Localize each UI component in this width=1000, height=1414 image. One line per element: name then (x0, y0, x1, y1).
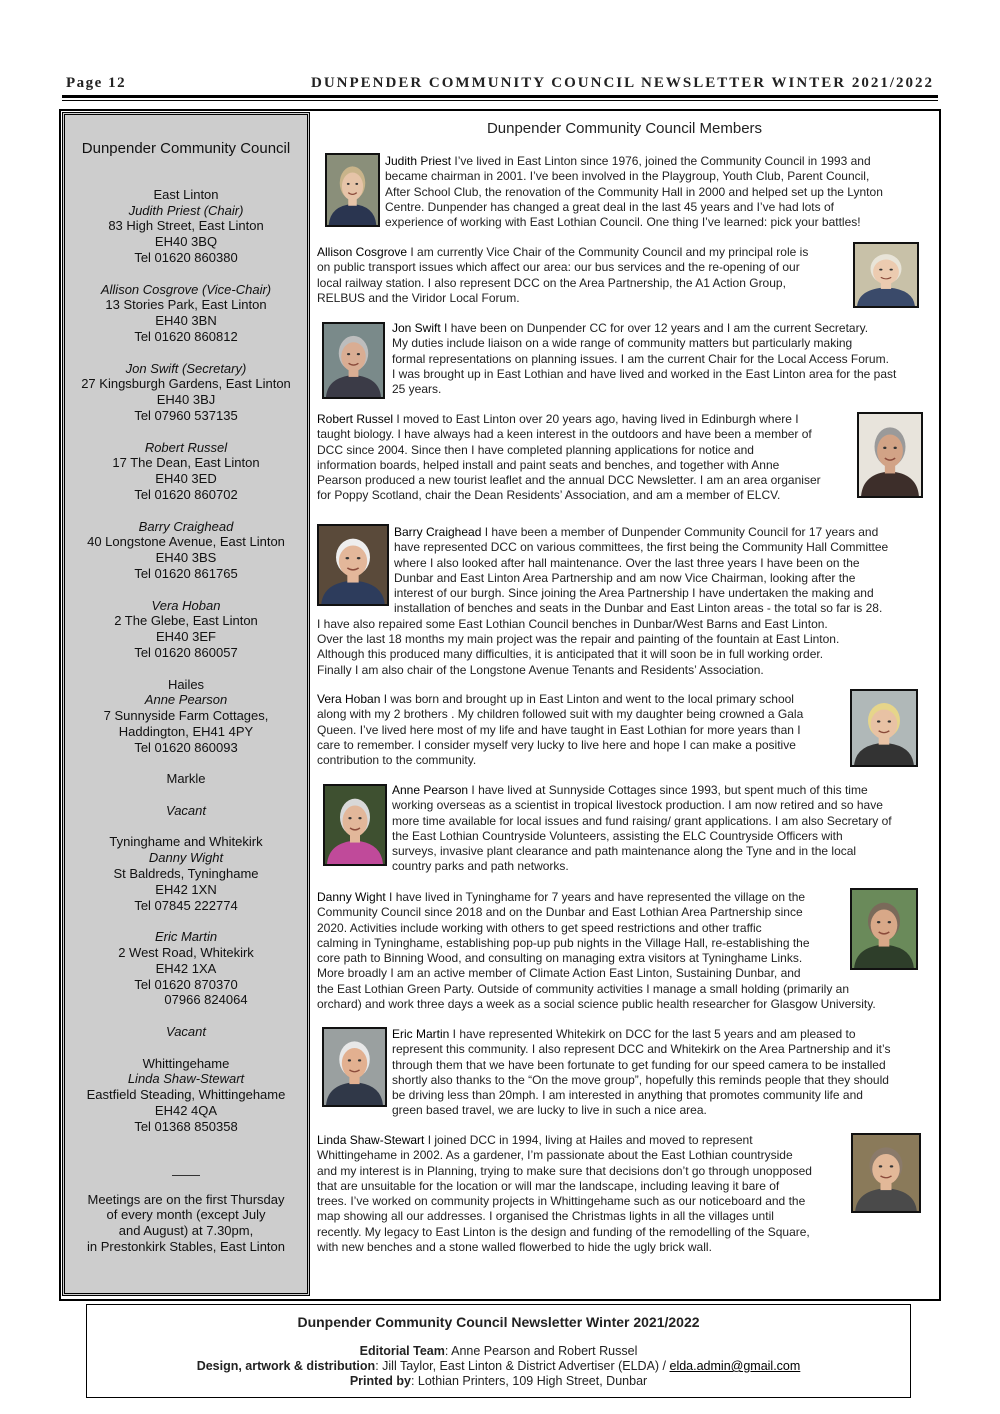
members-section (317, 112, 932, 137)
bio-line: for Poppy Scotland, chair the Dean Residents’ Association, and am a member of ELCV. (317, 488, 781, 503)
contact-address: St Baldreds, Tyninghame (113, 866, 259, 882)
header-rule (62, 95, 938, 98)
editorial-label: Editorial Team (359, 1344, 445, 1358)
bio-line: Whittingehame in 2002. As a gardener, I’m passionate about the East Lothian countryside (317, 1148, 793, 1163)
member-name: Anne Pearson (392, 783, 469, 797)
bio-line: became chairman in 2001. I’ve been involved in the Playgroup, Youth Club, Parent Council, (385, 169, 870, 184)
contact-address: 40 Longstone Avenue, East Linton (87, 534, 285, 550)
email-link[interactable]: elda.admin@gmail.com (669, 1359, 801, 1373)
contact-tel: Tel 07960 537135 (134, 407, 238, 423)
contact-name: Linda Shaw-Stewart (127, 1071, 245, 1087)
contact-name: Judith Priest (Chair) (128, 202, 244, 218)
member-name: Barry Craighead (394, 525, 482, 539)
contact-postcode: EH40 3ED (155, 471, 217, 487)
contact-postcode: EH42 4QA (154, 1103, 218, 1119)
credits-box (86, 1304, 911, 1398)
bio-line: 25 years. (392, 382, 442, 397)
sidebar-heading: Dunpender Community Council (81, 140, 291, 157)
member-photo (853, 242, 919, 308)
contact-tel: Tel 01620 860057 (134, 644, 238, 660)
contact-block (65, 282, 307, 345)
bio-line: where I also looked after hall maintenance. Over the last three years I have been on the (394, 555, 860, 570)
bio-line: Dunbar and East Linton Area Partnership and am now Vice Chairman, looking after the (394, 570, 856, 585)
bio-line: working overseas as a scientist in tropical livestock production. I am now retired and so have (392, 798, 883, 813)
contact-address: 83 High Street, East Linton (108, 218, 264, 234)
contact-address: Eastfield Steading, Whittingehame (86, 1087, 286, 1103)
bio-line: Finally I am also chair of the Longstone Avenue Tenants and Residents’ Association. (317, 662, 764, 677)
design-value: : Jill Taylor, East Linton & District Advertiser (ELDA) / (375, 1359, 670, 1373)
contact-block (65, 1024, 307, 1040)
member-bio (385, 154, 935, 230)
meetings-line: Meetings are on the first Thursday (87, 1191, 285, 1207)
contact-address: 2 The Glebe, East Linton (114, 613, 258, 629)
contact-postcode: EH40 3BJ (156, 392, 216, 408)
contact-tel-2: 07966 824064 (164, 992, 248, 1008)
bio-line: that are unsuitable for the location or will mar the landscape, including leaving it bare of (317, 1178, 780, 1193)
bio-line: interest of our burgh. Since joining the Area Partnership I have undertaken the making and (394, 586, 874, 601)
member-photo (322, 1027, 387, 1107)
contact-block (65, 929, 307, 1008)
bio-line: Allison Cosgrove I am currently Vice Chair of the Community Council and my principal role is (317, 245, 809, 259)
bio-line: Danny Wight I have lived in Tyninghame for 7 years and have represented the village on the (317, 890, 806, 904)
bio-line: My duties include liaison on a wide range of community matters but particularly making (392, 336, 853, 351)
area-label: East Linton (153, 186, 219, 202)
contacts-sidebar (62, 112, 310, 1296)
member-photo (323, 784, 387, 866)
member-bio (317, 412, 857, 504)
member-name: Eric Martin (392, 1027, 450, 1041)
bio-line: Vera Hoban I was born and brought up in East Linton and went to the local primary school (317, 692, 794, 706)
bio-line: be driving less than 20mph. I am interested in anything that promotes community life and (392, 1088, 863, 1103)
bio-line: the East Lothian Green Party. Outside of community activities I manage a small holding (primarily an (317, 981, 850, 996)
bio-line: through them that we have been fortunate to get funding for our speed camera to be installed (392, 1057, 886, 1072)
newsletter-title: DUNPENDER COMMUNITY COUNCIL NEWSLETTER WINTER 2021/2022 (311, 75, 934, 91)
bio-line: I was brought up in East Lothian and have lived and worked in the East Linton area for the past (392, 366, 897, 381)
bio-line: calming in Tyninghame, establishing pop-up pub nights in the Village Hall, re-establishing the (317, 935, 810, 950)
bio-line: surveys, invasive plant clearance and path maintenance along the Tyne and in the local (392, 844, 857, 859)
contact-postcode: EH42 1XN (155, 881, 217, 897)
bio-line: on public transport issues which affect our area: our bus services and the re-opening of our (317, 260, 800, 275)
bio-line: I have also repaired some East Lothian Council benches in Dunbar/West Barns and East Linton. (317, 616, 828, 631)
credits-title: Dunpender Community Council Newsletter Winter 2021/2022 (297, 1314, 700, 1330)
contact-tel: Tel 01620 870370 (134, 976, 238, 992)
bio-line: represent this community. I also represent DCC and Whitekirk on the Area Partnership and it’s (392, 1042, 891, 1057)
member-name: Linda Shaw-Stewart (317, 1133, 425, 1147)
contact-block (65, 834, 307, 913)
header-rule-thin (62, 100, 938, 101)
bio-line: information boards, helped install and paint seats and benches, and together with Anne (317, 457, 780, 472)
bio-line: Robert Russel I moved to East Linton over 20 years ago, having lived in Edinburgh where I (317, 412, 799, 426)
members-title: Dunpender Community Council Members (486, 120, 763, 137)
bio-line: Community Council since 2018 and on the Dunbar and East Lothian Area Partnership since (317, 905, 803, 920)
bio-line: and my interest is in Planning, trying to make sure that decisions don’t go through unopposed (317, 1163, 812, 1178)
bio-line: RELBUS and the Viridor Local Forum. (317, 290, 520, 305)
member-bio (317, 890, 937, 1012)
bio-line: experience of working with East Lothian Council. One thing I’ve learned: pick your battles! (385, 215, 861, 230)
member-photo (857, 412, 923, 498)
member-name: Jon Swift (392, 321, 441, 335)
bio-line: recently. My legacy to East Linton is the design and funding of the remodelling of the Square, (317, 1224, 810, 1239)
contact-name: Eric Martin (154, 929, 218, 945)
contact-name: Robert Russel (144, 439, 228, 455)
meetings-line: and August) at 7.30pm, (118, 1223, 254, 1239)
bio-line: formal representations on planning issues. I am the current Chair for the Local Access Forum. (392, 351, 889, 366)
bio-line: Pearson produced a new tourist leaflet and the annual DCC Newsletter. I am an area organiser (317, 473, 821, 488)
contact-postcode: EH42 1XA (155, 960, 217, 976)
bio-line: green based travel, we are lucky to live in such a nice area. (392, 1103, 707, 1118)
contact-name: Jon Swift (Secretary) (125, 360, 247, 376)
contact-tel: Tel 01620 861765 (134, 565, 238, 581)
design-label: Design, artwork & distribution (196, 1359, 376, 1373)
bio-line: have represented DCC on various committees, the first being the Community Hall Committee (394, 540, 889, 555)
bio-line: 2020. Activities include working with others to get speed restrictions and other traffic (317, 920, 762, 935)
member-bio (317, 692, 847, 768)
member-name: Vera Hoban (317, 692, 381, 706)
member-bio (392, 783, 937, 875)
member-bio (317, 245, 847, 306)
contact-block (65, 519, 307, 582)
contact-block (65, 1056, 307, 1135)
member-photo (322, 322, 385, 399)
area-label: Markle (166, 771, 206, 787)
printed-label: Printed by (349, 1374, 411, 1388)
contact-address: 2 West Road, Whitekirk (118, 945, 254, 961)
bio-line: installation of benches and seats in the Dunbar and East Linton areas - the total so far is 28. (394, 601, 883, 616)
contact-tel: Tel 01368 850358 (134, 1118, 238, 1134)
contact-name: Allison Cosgrove (Vice-Chair) (100, 281, 272, 297)
contact-block (65, 598, 307, 661)
member-photo (850, 689, 918, 767)
bio-line: Queen. I’ve lived here most of my life and have taught in East Lothian for more years than I (317, 722, 801, 737)
bio-line: more time available for local issues and fund raising/ grant applications. I am also Secretary of (392, 813, 892, 828)
contact-name: Danny Wight (148, 850, 224, 866)
printed-value: : Lothian Printers, 109 High Street, Dunbar (410, 1374, 648, 1388)
area-label: Tyninghame and Whitekirk (109, 834, 263, 850)
contact-address: 17 The Dean, East Linton (112, 455, 260, 471)
bio-line: map showing all our addresses. I organised the Christmas lights in all the villages until (317, 1209, 774, 1224)
editorial-line (87, 1344, 910, 1359)
meetings-note (65, 1192, 307, 1255)
bio-line: Eric Martin I have represented Whitekirk on DCC for the last 5 years and am pleased to (392, 1027, 856, 1041)
member-photo (325, 153, 380, 227)
bio-line: orchard) and work three days a week as a social science public health researcher for Glasgow University. (317, 997, 876, 1012)
bio-line: Although this produced many difficulties, it is anticipated that it will soon be in full working order. (317, 647, 824, 662)
member-name: Robert Russel (317, 412, 394, 426)
contact-postcode: EH40 3BS (155, 550, 217, 566)
bio-line: trees. I’ve worked on community projects in Whittingehame such as our noticeboard and the (317, 1194, 806, 1209)
contact-block (65, 440, 307, 503)
contact-address: 13 Stories Park, East Linton (105, 297, 267, 313)
contact-address: 27 Kingsburgh Gardens, East Linton (81, 376, 291, 392)
meetings-line: in Prestonkirk Stables, East Linton (87, 1239, 285, 1254)
bio-line: Over the last 18 months my main project was the repair and painting of the fountain at East Linton. (317, 632, 840, 647)
contact-postcode: EH40 3BN (155, 313, 217, 329)
bio-line: with new benches and a stone walled flowerbed to hide the ugly brick wall. (317, 1240, 712, 1255)
bio-line: core path to Binning Wood, and consulting on managing extra visitors at Tyninghame Links. (317, 951, 803, 966)
contact-address: 7 Sunnyside Farm Cottages, (103, 708, 269, 724)
member-name: Allison Cosgrove (317, 245, 408, 259)
bio-line: along with my 2 brothers . My children followed suit with my daughter being crowned a Gala (317, 707, 804, 722)
bio-line: the East Lothian Countryside Volunteers, assisting the ELC Countryside Officers with (392, 828, 843, 843)
member-bio (317, 525, 937, 678)
contact-tel: Tel 01620 860093 (134, 739, 238, 755)
bio-line: Anne Pearson I have lived at Sunnyside Cottages since 1993, but spent much of this time (392, 783, 868, 797)
bio-line: shortly also thanks to the “On the move group”, hopefully this reminds people that they should (392, 1072, 889, 1087)
member-name: Judith Priest (385, 154, 452, 168)
editorial-value: : Anne Pearson and Robert Russel (444, 1344, 638, 1358)
vacant-label: Vacant (166, 1024, 206, 1040)
contact-postcode: Haddington, EH41 4PY (118, 723, 254, 739)
contact-block (65, 677, 307, 756)
bio-line: Judith Priest I’ve lived in East Linton since 1976, joined the Community Council in 1993 and (385, 154, 871, 168)
area-label: Whittingehame (142, 1055, 230, 1071)
bio-line: After School Club, the renovation of the Community Hall in 2000 and helped set up the Lynton (385, 184, 883, 199)
bio-line: Barry Craighead I have been a member of Dunpender Community Council for 17 years and (394, 525, 879, 539)
contact-tel: Tel 01620 860380 (134, 249, 238, 265)
contact-postcode: EH40 3BQ (154, 234, 218, 250)
contact-tel: Tel 07845 222774 (134, 897, 238, 913)
bio-line: taught biology. I have always had a keen interest in the outdoors and have been a member of (317, 427, 812, 442)
member-bio (317, 1133, 847, 1255)
member-bio (392, 1027, 937, 1119)
contact-tel: Tel 01620 860812 (134, 328, 238, 344)
meetings-line: of every month (except July (106, 1207, 266, 1223)
bio-line: contribution to the community. (317, 753, 477, 768)
bio-line: local railway station. I also represent DCC on the Area Partnership, the A1 Action Group, (317, 275, 786, 290)
sidebar-divider (172, 1175, 200, 1176)
bio-line: country parks and path networks. (392, 859, 569, 874)
vacant-label: Vacant (166, 802, 206, 818)
contact-name: Barry Craighead (138, 518, 234, 534)
printed-line (87, 1374, 910, 1389)
bio-line: More broadly I am an active member of Climate Action East Linton, Sustaining Dunbar, and (317, 966, 801, 981)
bio-line: DCC since 2004. Since then I have completed planning applications for notice and (317, 442, 754, 457)
contact-postcode: EH40 3EF (156, 629, 216, 645)
area-label: Hailes (167, 676, 205, 692)
bio-line: Linda Shaw-Stewart I joined DCC in 1994, living at Hailes and moved to represent (317, 1133, 753, 1147)
contact-tel: Tel 01620 860702 (134, 486, 238, 502)
bio-line: care to remember. I consider myself very lucky to live here and hope I can make a positive (317, 737, 796, 752)
bio-line: Centre. Dunpender has changed a great deal in the last 45 years and I’ve had lots of (385, 199, 834, 214)
contact-name: Anne Pearson (144, 692, 228, 708)
contact-block (65, 771, 307, 787)
member-bio (392, 321, 937, 397)
contact-block (65, 361, 307, 424)
design-line (87, 1359, 910, 1374)
member-name: Danny Wight (317, 890, 386, 904)
page-number: Page 12 (66, 75, 127, 91)
contact-block (65, 187, 307, 266)
contact-block (65, 803, 307, 819)
member-photo (851, 1133, 921, 1213)
bio-line: Jon Swift I have been on Dunpender CC for over 12 years and I am the current Secretary. (392, 321, 869, 335)
contact-name: Vera Hoban (151, 597, 221, 613)
